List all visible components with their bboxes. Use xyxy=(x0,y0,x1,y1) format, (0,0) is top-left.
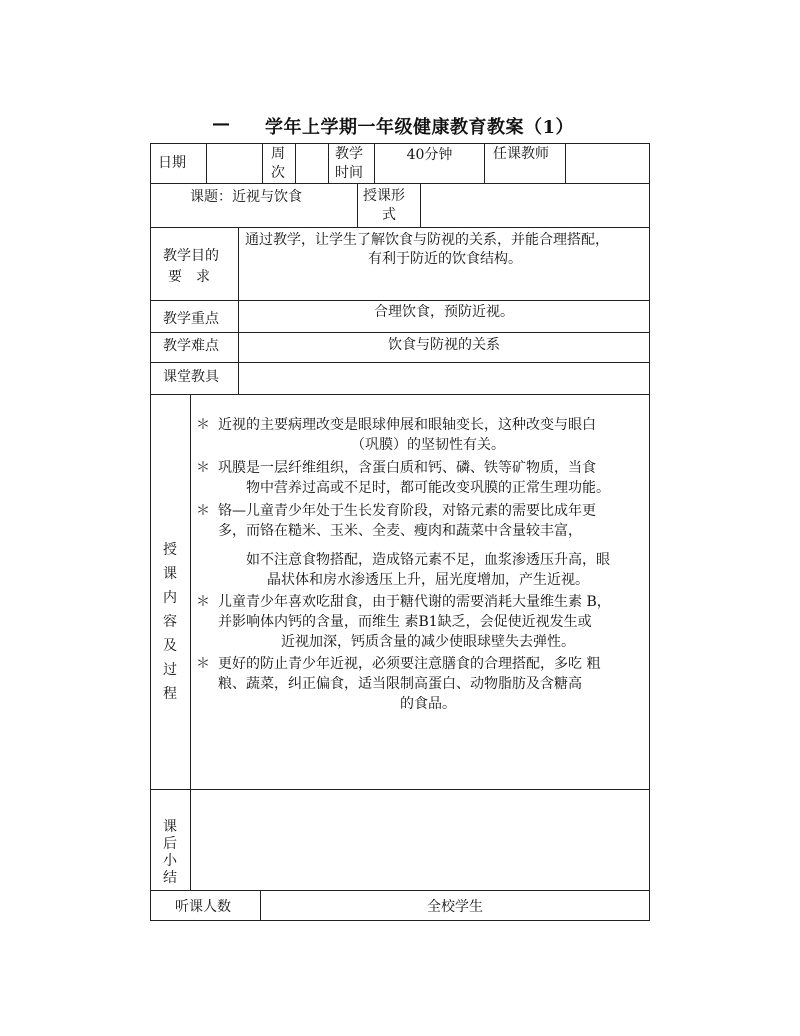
teacher-label: 任课教师 xyxy=(493,146,549,162)
date-value-cell[interactable] xyxy=(207,144,262,183)
week-label-line2: 次 xyxy=(271,165,285,181)
time-value: 40分钟 xyxy=(406,147,453,163)
time-label-line1: 教学 xyxy=(335,146,363,162)
audience-label: 听课人数 xyxy=(175,899,231,915)
page-title xyxy=(150,113,650,137)
form-label-line2: 式 xyxy=(382,207,396,223)
form-value-cell[interactable] xyxy=(421,184,649,227)
tools-label: 课堂教具 xyxy=(163,369,219,385)
bullet-star-icon: ＊ xyxy=(196,656,210,672)
goal-label-line2: 要 求 xyxy=(168,269,210,285)
goal-label-line1: 教学目的 xyxy=(163,248,219,264)
date-label: 日期 xyxy=(158,155,186,171)
content-body: ＊ 近视的主要病理改变是眼球伸展和眼轴变长，这种改变与眼白 （巩膜）的坚韧性有关。 ＊ 巩膜是一层纤维组织，含蛋白质和钙、磷、铁等矿物质，当食 物中营养过高或不足时，都可能改变巩膜的正常生理功能。 ＊ 铬—儿童青少年处于生长发育阶段，对铬元素的需要比成年更 多，而铬在糙米、玉米、全麦、瘦肉和蔬菜中含量较丰富， 如不注意食物搭配，造成铬元素不足，血浆渗透压升高，眼 晶状体和房水渗透压上升，屈光度增加，产生近视。 ＊ 儿童青少年喜欢吃甜食，由于糖代谢的需要消耗大量维生素 B， 并影响体内钙的含量，而维生 素B1缺乏，会促使近视发生或 近视加深，钙质含量的减少使眼球壁失去弹性。 ＊ 更好的防止青少年近视，必须要注意膳食的合理搭配，多吃 粗 粮、蔬菜，纠正偏食，适当限制高蛋白、动物脂肪及含糖高 的食品。 xyxy=(196,417,611,712)
lesson-plan-table xyxy=(150,143,650,921)
topic-text: 课题：近视与饮食 xyxy=(190,189,302,205)
teacher-value-cell[interactable] xyxy=(566,144,649,183)
content-label: 授 课 内 容 及 过 程 xyxy=(163,542,177,702)
bullet-star-icon: ＊ xyxy=(196,417,210,433)
summary-value-cell[interactable] xyxy=(191,790,649,890)
audience-value: 全校学生 xyxy=(427,899,483,915)
form-label-line1: 授课形 xyxy=(363,188,405,204)
bullet-star-icon: ＊ xyxy=(196,594,210,610)
summary-label: 课 后 小 结 xyxy=(163,819,177,886)
time-label-line2: 时间 xyxy=(335,165,363,181)
bullet-star-icon: ＊ xyxy=(196,460,210,476)
difficulty-text: 饮食与防视的关系 xyxy=(388,337,500,353)
week-label-line1: 周 xyxy=(271,146,285,162)
title-text: 学年上学期一年级健康教育教案（1） xyxy=(265,117,575,138)
bullet-star-icon: ＊ xyxy=(196,503,210,519)
goal-text-line1: 通过教学，让学生了解饮食与防视的关系，并能合理搭配， xyxy=(245,232,609,248)
tools-value-cell[interactable] xyxy=(239,363,649,394)
title-dash: — xyxy=(212,113,231,134)
goal-text-line2: 有利于防近的饮食结构。 xyxy=(368,251,522,267)
difficulty-label: 教学难点 xyxy=(163,338,219,354)
key-text: 合理饮食，预防近视。 xyxy=(374,304,514,320)
key-label: 教学重点 xyxy=(163,311,219,327)
week-value-cell[interactable] xyxy=(296,144,328,183)
